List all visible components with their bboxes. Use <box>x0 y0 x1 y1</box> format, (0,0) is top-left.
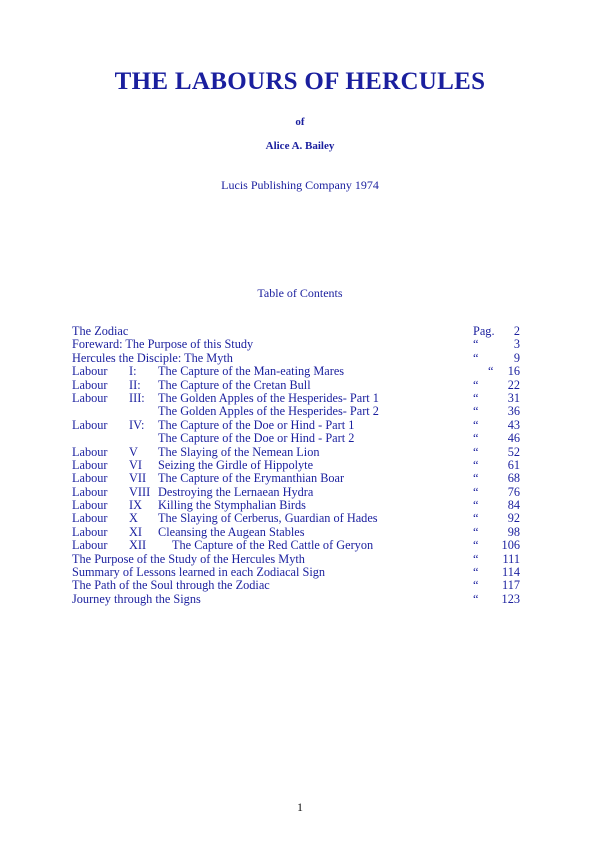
toc-entry-label: Labour <box>72 471 108 486</box>
toc-ditto-mark: “ <box>473 565 479 580</box>
toc-ditto-mark: “ <box>473 457 479 472</box>
toc-ditto-mark: “ <box>488 364 494 379</box>
toc-entry-title: The Capture of the Cretan Bull <box>158 377 311 392</box>
toc-ditto-mark: “ <box>473 591 479 606</box>
toc-page-number: 111 <box>502 551 520 566</box>
toc-entry-label: Labour <box>72 511 108 526</box>
toc-row <box>72 365 532 378</box>
byline-of: of <box>295 116 305 128</box>
toc-entry-label: Foreward: The Purpose of this Study <box>72 337 254 352</box>
toc-entry-label: Labour <box>72 538 108 553</box>
toc-ditto-mark: “ <box>473 431 479 446</box>
toc-labour-number: II: <box>129 377 141 392</box>
toc-ditto-mark: “ <box>473 498 479 513</box>
toc-labour-number: X <box>129 511 138 526</box>
toc-entry-title: The Capture of the Erymanthian Boar <box>158 471 345 486</box>
toc-ditto-mark: “ <box>473 377 479 392</box>
toc-row <box>72 499 532 512</box>
toc-labour-number: XII <box>129 538 147 553</box>
toc-entry-label: Labour <box>72 444 108 459</box>
toc-entry-title: The Slaying of Cerberus, Guardian of Hades <box>158 511 378 526</box>
toc-page-number: 123 <box>501 591 520 606</box>
toc-page-number: 2 <box>513 324 520 338</box>
toc-row <box>72 338 532 351</box>
toc-labour-number: IX <box>129 498 142 513</box>
toc-row <box>72 512 532 525</box>
toc-entry-label: Labour <box>72 390 108 405</box>
toc-labour-number: VIII <box>129 484 151 499</box>
toc-page-number: 3 <box>513 337 520 352</box>
toc-pag-label: Pag. <box>473 324 495 338</box>
toc-page-number: 16 <box>507 364 520 379</box>
toc-ditto-mark: “ <box>473 390 479 405</box>
toc-page-number: 61 <box>507 457 520 472</box>
toc-entry-title: The Capture of the Man-eating Mares <box>158 364 345 379</box>
toc-row <box>72 405 532 418</box>
toc-row <box>72 553 532 566</box>
toc-entry-title: Cleansing the Augean Stables <box>158 524 305 539</box>
table-of-contents <box>72 325 532 606</box>
toc-row <box>72 379 532 392</box>
publisher-line: Lucis Publishing Company 1974 <box>221 178 379 192</box>
toc-labour-number: V <box>129 444 138 459</box>
toc-row <box>72 419 532 432</box>
toc-page-number: 68 <box>507 471 520 486</box>
toc-ditto-mark: “ <box>473 337 479 352</box>
toc-ditto-mark: “ <box>473 350 479 365</box>
toc-page-number: 114 <box>502 565 520 580</box>
toc-labour-number: I: <box>129 364 137 379</box>
toc-ditto-mark: “ <box>473 524 479 539</box>
page-number: 1 <box>297 800 303 814</box>
toc-entry-label: Labour <box>72 417 108 432</box>
toc-page-number: 46 <box>507 431 520 446</box>
author-name: Alice A. Bailey <box>265 140 335 152</box>
toc-page-number: 22 <box>507 377 520 392</box>
toc-ditto-mark: “ <box>473 444 479 459</box>
toc-entry-label: Summary of Lessons learned in each Zodiacal Sign <box>72 565 326 580</box>
toc-ditto-mark: “ <box>473 511 479 526</box>
toc-row <box>72 446 532 459</box>
toc-entry-label: Labour <box>72 484 108 499</box>
toc-page-number: 43 <box>507 417 520 432</box>
toc-entry-label: Hercules the Disciple: The Myth <box>72 350 233 365</box>
toc-entry-title: The Slaying of the Nemean Lion <box>158 444 320 459</box>
toc-labour-number: VII <box>129 471 147 486</box>
toc-entry-title: Seizing the Girdle of Hippolyte <box>158 457 314 472</box>
toc-page-number: 36 <box>507 404 520 419</box>
toc-row <box>72 566 532 579</box>
toc-ditto-mark: “ <box>473 538 479 553</box>
toc-page-number: 84 <box>507 498 520 513</box>
toc-labour-number: XI <box>129 524 142 539</box>
toc-entry-title: The Capture of the Doe or Hind - Part 1 <box>158 417 355 432</box>
toc-entry-title: Destroying the Lernaean Hydra <box>158 484 314 499</box>
toc-row <box>72 593 532 606</box>
toc-entry-title: The Capture of the Doe or Hind - Part 2 <box>158 431 355 446</box>
toc-page-number: 92 <box>507 511 520 526</box>
toc-entry-label: The Zodiac <box>72 324 129 338</box>
toc-entry-title: The Golden Apples of the Hesperides- Part 1 <box>158 390 379 405</box>
toc-ditto-mark: “ <box>473 471 479 486</box>
toc-entry-label: Labour <box>72 524 108 539</box>
toc-page-number: 31 <box>507 390 520 405</box>
toc-row <box>72 352 532 365</box>
toc-entry-title: The Golden Apples of the Hesperides- Part 2 <box>158 404 379 419</box>
toc-row <box>72 539 532 552</box>
toc-ditto-mark: “ <box>473 417 479 432</box>
toc-page-number: 9 <box>513 350 520 365</box>
toc-row <box>72 472 532 485</box>
toc-entry-label: Labour <box>72 377 108 392</box>
toc-entry-title: The Capture of the Red Cattle of Geryon <box>172 538 374 553</box>
toc-row <box>72 325 532 338</box>
toc-entry-label: Journey through the Signs <box>72 591 201 606</box>
toc-entry-label: The Path of the Soul through the Zodiac <box>72 578 270 593</box>
toc-entry-label: The Purpose of the Study of the Hercules Myth <box>72 551 305 566</box>
toc-entry-title: Killing the Stymphalian Birds <box>158 498 306 513</box>
toc-page-number: 98 <box>507 524 520 539</box>
toc-page-number: 52 <box>507 444 520 459</box>
toc-page-number: 117 <box>502 578 520 593</box>
toc-entry-label: Labour <box>72 498 108 513</box>
toc-labour-number: III: <box>129 390 145 405</box>
toc-page-number: 76 <box>507 484 520 499</box>
toc-labour-number: IV: <box>129 417 145 432</box>
toc-ditto-mark: “ <box>473 551 479 566</box>
toc-ditto-mark: “ <box>473 404 479 419</box>
toc-labour-number: VI <box>129 457 142 472</box>
toc-row <box>72 459 532 472</box>
toc-ditto-mark: “ <box>473 578 479 593</box>
toc-page-number: 106 <box>501 538 520 553</box>
toc-row <box>72 579 532 592</box>
toc-row <box>72 486 532 499</box>
toc-row <box>72 392 532 405</box>
toc-row <box>72 432 532 445</box>
toc-entry-label: Labour <box>72 364 108 379</box>
toc-entry-label: Labour <box>72 457 108 472</box>
document-title: THE LABOURS OF HERCULES <box>114 68 486 95</box>
toc-heading: Table of Contents <box>257 286 343 300</box>
toc-row <box>72 526 532 539</box>
toc-ditto-mark: “ <box>473 484 479 499</box>
